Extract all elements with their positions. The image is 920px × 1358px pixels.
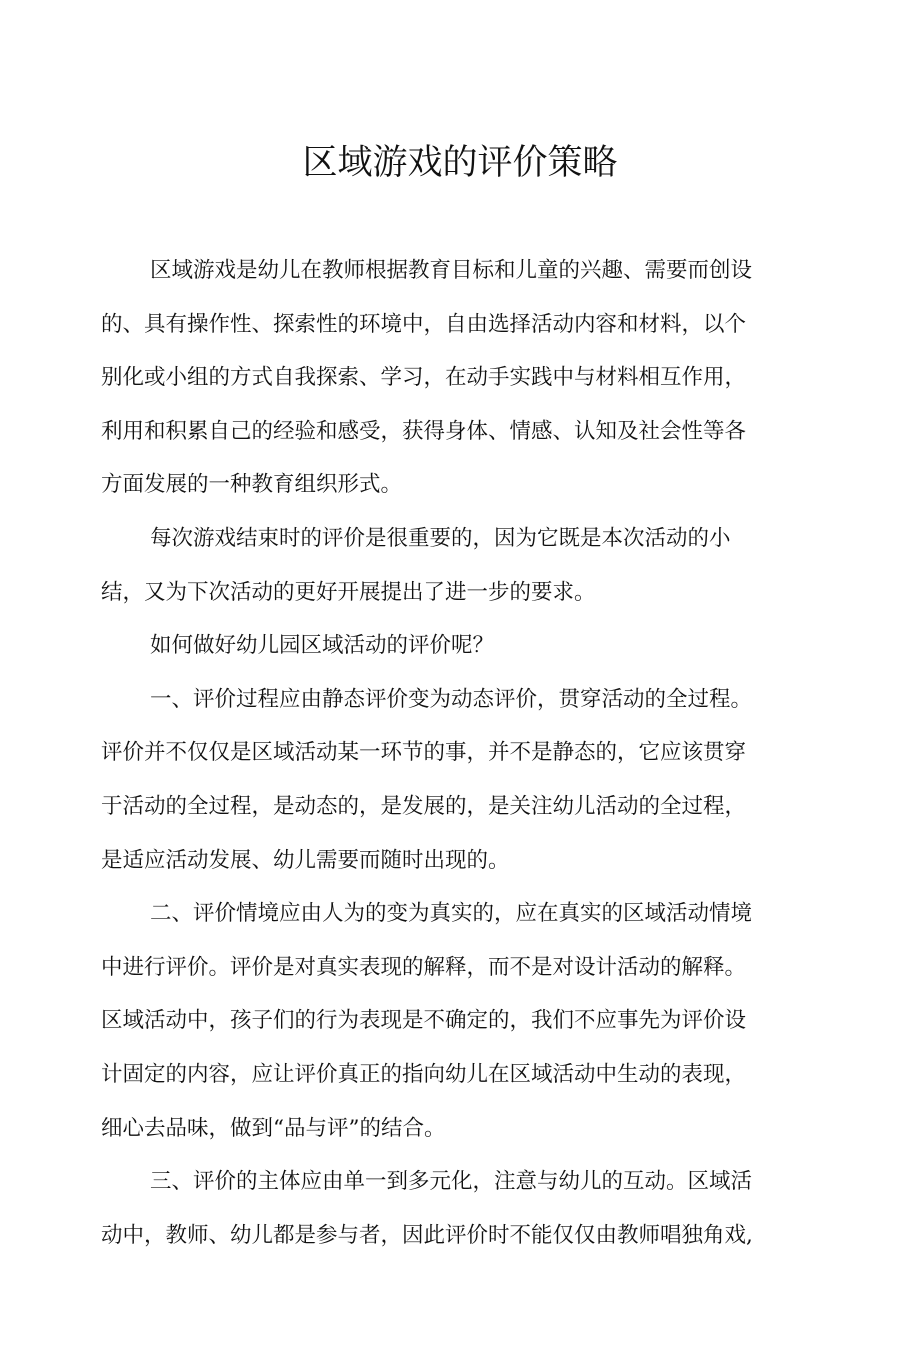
paragraph-line: 方面发展的一种教育组织形式。 [101, 472, 403, 498]
paragraph-line: 结，又为下次活动的更好开展提出了进一步的要求。 [101, 579, 596, 605]
paragraph-line: 区域活动中，孩子们的行为表现是不确定的，我们不应事先为评价设 [101, 1008, 747, 1034]
paragraph-first-line: 区域游戏是幼儿在教师根据教育目标和儿童的兴趣、需要而创设 [150, 258, 753, 283]
paragraph-first-line: 每次游戏结束时的评价是很重要的，因为它既是本次活动的小 [150, 525, 731, 551]
paragraph-first-line: 三、评价的主体应由单一到多元化，注意与幼儿的互动。区域活 [150, 1169, 753, 1195]
paragraph-line: 计固定的内容，应让评价真正的指向幼儿在区域活动中生动的表现， [101, 1061, 747, 1087]
paragraph-first-line: 如何做好幼儿园区域活动的评价呢？ [150, 633, 495, 659]
paragraph-first-line: 一、评价过程应由静态评价变为动态评价，贯穿活动的全过程。 [150, 686, 753, 712]
paragraph-line: 利用和积累自己的经验和感受，获得身体、情感、认知及社会性等各 [101, 418, 747, 444]
document-title: 区域游戏的评价策略 [302, 143, 618, 183]
paragraph-line: 动中，教师、幼儿都是参与者，因此评价时不能仅仅由教师唱独角戏, [101, 1222, 753, 1248]
paragraph-line: 的、具有操作性、探索性的环境中，自由选择活动内容和材料，以个 [101, 311, 747, 337]
paragraph-line: 于活动的全过程，是动态的，是发展的，是关注幼儿活动的全过程， [101, 793, 747, 819]
paragraph-line: 细心去品味，做到“品与评”的结合。 [101, 1115, 446, 1141]
paragraph-line: 评价并不仅仅是区域活动某一环节的事，并不是静态的，它应该贯穿 [101, 740, 747, 766]
paragraph-line: 中进行评价。评价是对真实表现的解释，而不是对设计活动的解释。 [101, 954, 747, 980]
paragraph-first-line: 二、评价情境应由人为的变为真实的，应在真实的区域活动情境 [150, 901, 753, 927]
paragraph-line: 别化或小组的方式自我探索、学习，在动手实践中与材料相互作用， [101, 365, 747, 391]
document-body [101, 244, 791, 1262]
paragraph-line: 是适应活动发展、幼儿需要而随时出现的。 [101, 847, 510, 873]
